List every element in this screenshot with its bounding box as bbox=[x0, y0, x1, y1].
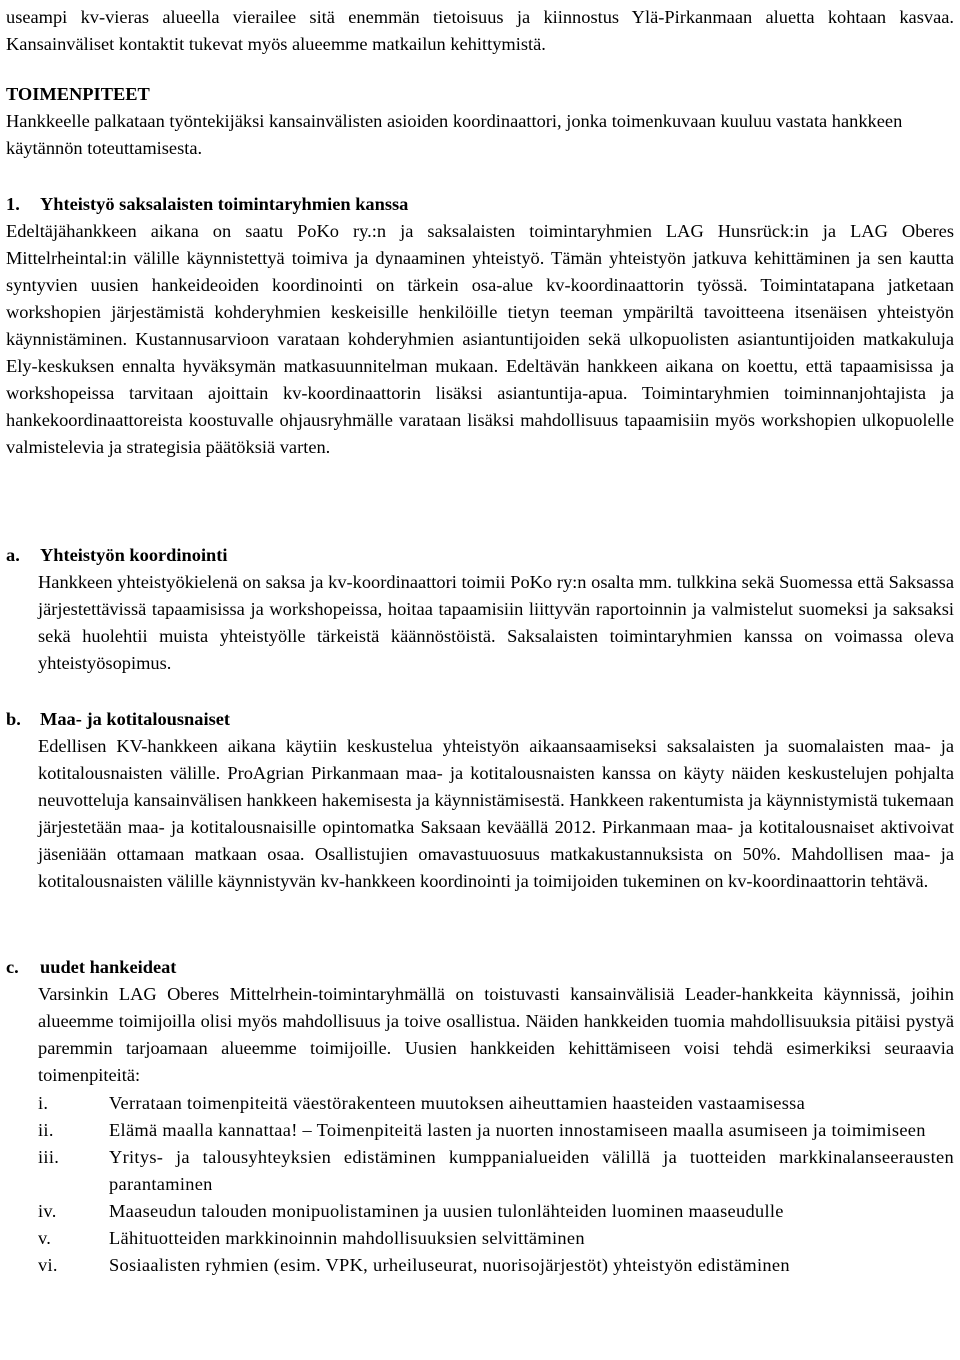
subsection-a-letter: a. bbox=[6, 545, 20, 565]
subsection-b-title: Maa- ja kotitalousnaiset bbox=[40, 709, 231, 729]
list-item-text: Yritys- ja talousyhteyksien edistäminen kumppanialueiden välillä ja tuotteiden markkinalanseerausten parantaminen bbox=[109, 1147, 954, 1194]
section-1-heading bbox=[6, 191, 954, 218]
subsection-a-heading bbox=[6, 542, 954, 569]
list-item-number: ii. bbox=[38, 1120, 54, 1140]
subsection-b-heading bbox=[6, 706, 954, 733]
subsection-a-title: Yhteistyön koordinointi bbox=[40, 545, 228, 565]
subsection-b-paragraph: Edellisen KV-hankkeen aikana käytiin keskustelua yhteistyön aikaansaamiseksi saksalaisten ja suomalaisten maa- ja kotitalousnaisten välille. ProAgrian Pirkanmaan maa- ja kotitalousnaisten kanssa on käyty näiden keskustelujen pohjalta neuvotteluja kansainvälisen hankkeen hakemisesta ja käynnistämisestä. Hankkeen rakentumista ja käynnistymistä tukemaan järjestetään maa- ja kotitalousnaisille opintomatka Saksaan keväällä 2012. Pirkanmaan maa- ja kotitalousnaiset aktivoivat jäseniään ottamaan matkaan osaa. Osallistujien omavastuuosuus matkakustannuksista on 50%. Mahdollisen maa- ja kotitalousnaisten välille käynnistyvän kv-hankkeen koordinointi ja toimijoiden tukeminen on kv-koordinaattorin tehtävä. bbox=[38, 736, 954, 891]
list-item-number: i. bbox=[38, 1093, 49, 1113]
list-item-text: Elämä maalla kannattaa! – Toimenpiteitä lasten ja nuorten innostamiseen maalla asumiseen ja toimimiseen bbox=[109, 1120, 926, 1140]
list-item-text: Verrataan toimenpiteitä väestörakenteen muutoksen aiheuttamien haasteiden vastaamisessa bbox=[109, 1093, 806, 1113]
subsection-c-heading bbox=[6, 954, 954, 981]
list-item-number: iv. bbox=[38, 1201, 57, 1221]
list-item bbox=[38, 1198, 954, 1225]
list-item-text: Sosiaalisten ryhmien (esim. VPK, urheiluseurat, nuorisojärjestöt) yhteistyön edistäminen bbox=[109, 1255, 790, 1275]
intro-paragraph: useampi kv-vieras alueella vierailee sitä enemmän tietoisuus ja kiinnostus Ylä-Pirkanmaan aluetta kohtaan kasvaa. Kansainväliset kontaktit tukevat myös alueemme matkailun kehittymistä. bbox=[6, 7, 954, 54]
proposed-actions-list bbox=[38, 1090, 954, 1279]
list-item bbox=[38, 1225, 954, 1252]
toimenpiteet-heading: TOIMENPITEET bbox=[6, 84, 150, 104]
subsection-c-letter: c. bbox=[6, 957, 19, 977]
list-item bbox=[38, 1117, 954, 1144]
list-item bbox=[38, 1090, 954, 1117]
subsection-c-paragraph: Varsinkin LAG Oberes Mittelrhein-toimintaryhmällä on toistuvasti kansainvälisiä Leader-hankkeita käynnissä, joihin alueemme toimijoilla olisi myös mahdollisuus ja toive osallistua. Näiden hankkeiden tuomia mahdollisuuksia pitäisi pystyä paremmin tarjoamaan alueemme toimijoille. Uusien hankkeiden kehittämiseen voisi tehdä esimerkiksi seuraavia toimenpiteitä: bbox=[38, 984, 954, 1085]
list-item-number: iii. bbox=[38, 1147, 60, 1167]
section-1-number: 1. bbox=[6, 194, 20, 214]
list-item-number: v. bbox=[38, 1228, 52, 1248]
subsection-c-title: uudet hankeideat bbox=[40, 957, 177, 977]
list-item-number: vi. bbox=[38, 1255, 58, 1275]
section-1-title: Yhteistyö saksalaisten toimintaryhmien kanssa bbox=[40, 194, 409, 214]
subsection-a-paragraph: Hankkeen yhteistyökielenä on saksa ja kv-koordinaattori toimii PoKo ry:n osalta mm. tulkkina sekä Suomessa että Saksassa järjestettävissä tapaamisissa ja workshopeissa, hoitaa tapaamisiin liittyvän raportoinnin ja valmistelut suomeksi ja saksaksi sekä huolehtii muista yhteistyölle tärkeistä käännöstöistä. Saksalaisten toimintaryhmien kanssa on voimassa oleva yhteistyösopimus. bbox=[38, 572, 954, 673]
list-item bbox=[38, 1252, 954, 1279]
subsection-b-letter: b. bbox=[6, 709, 21, 729]
toimenpiteet-paragraph: Hankkeelle palkataan työntekijäksi kansainvälisten asioiden koordinaattori, jonka toimenkuvaan kuuluu vastata hankkeen käytännön toteuttamisesta. bbox=[6, 111, 903, 158]
section-1-paragraph: Edeltäjähankkeen aikana on saatu PoKo ry.:n ja saksalaisten toimintaryhmien LAG Hunsrück:in ja LAG Oberes Mittelrheintal:in välille käynnistettyä toimiva ja dynaaminen yhteistyö. Tämän yhteistyön jatkuva kehittäminen ja sen kautta syntyvien uusien hankeideoiden koordinointi on tärkein osa-alue kv-koordinaattorin työssä. Toimintatapana jatketaan workshopien järjestämistä kohderyhmien keskeisille henkilöille tietyn teeman ympäriltä tavoitteena itsenäisen yhteistyön käynnistäminen. Kustannusarvioon varataan kohderyhmien asiantuntijoiden sekä ulkopuolisten asiantuntijoiden matkakuluja Ely-keskuksen ennalta hyväksymän matkasuunnitelman mukaan. Edeltävän hankkeen aikana on koettu, että tapaamisissa ja workshopeissa tarvitaan ajoittain kv-koordinaattorin lisäksi asiantuntija-apua. Toimintaryhmien toiminnanjohtajista ja hankekoordinaattoreista koostuvalle ohjausryhmälle varataan lisäksi mahdollisuus tapaamisiin myös workshopien ulkopuolelle valmistelevia ja strategisia päätöksiä varten. bbox=[6, 221, 954, 457]
list-item-text: Maaseudun talouden monipuolistaminen ja uusien tulonlähteiden luominen maaseudulle bbox=[109, 1201, 784, 1221]
list-item-text: Lähituotteiden markkinoinnin mahdollisuuksien selvittäminen bbox=[109, 1228, 585, 1248]
list-item bbox=[38, 1144, 954, 1198]
